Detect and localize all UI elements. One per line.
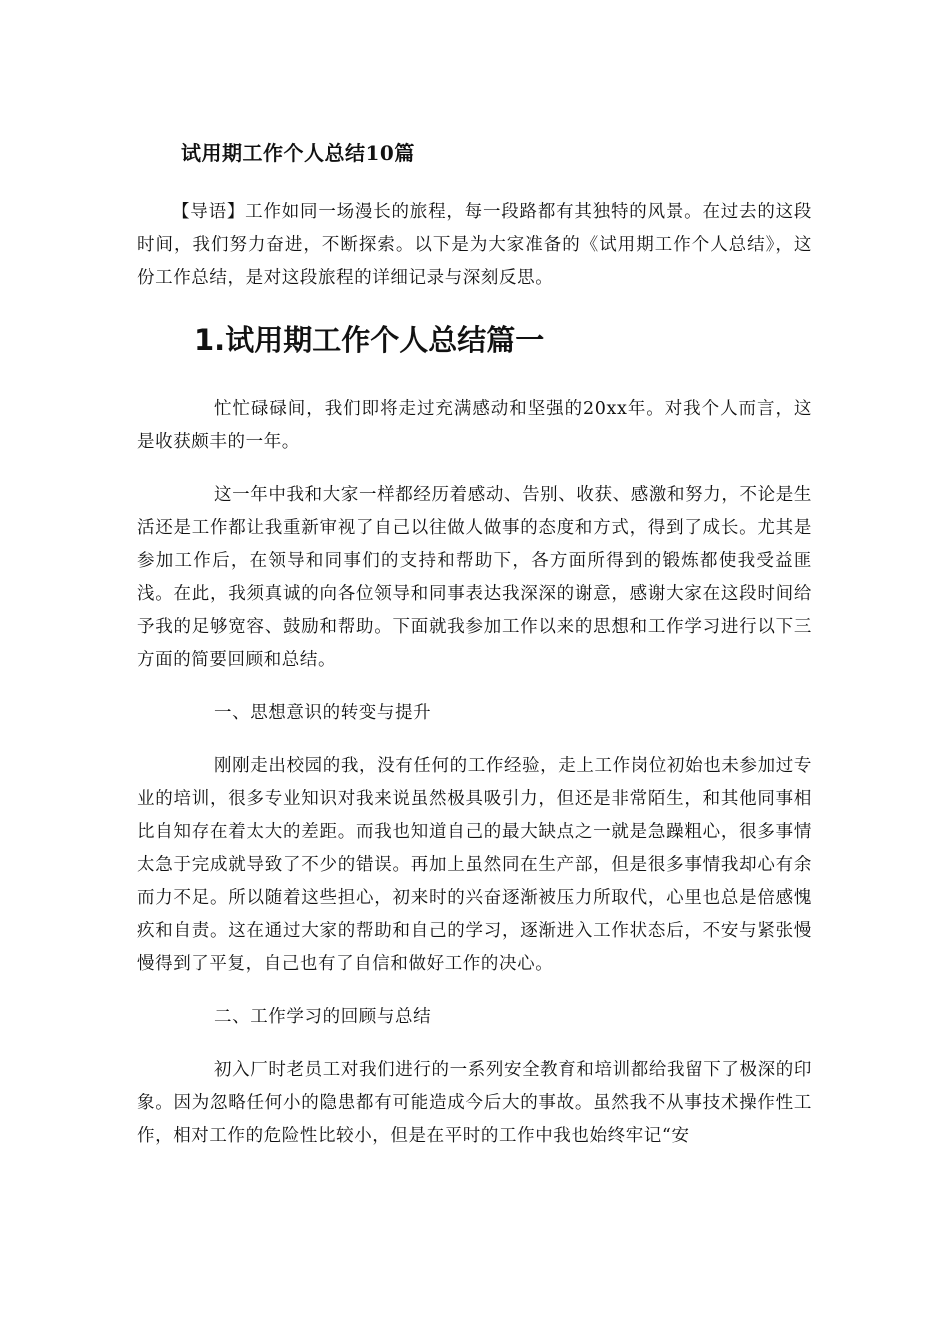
subheading: 一、思想意识的转变与提升 xyxy=(214,703,432,723)
subheading: 二、工作学习的回顾与总结 xyxy=(214,1007,432,1027)
paragraph: 刚刚走出校园的我，没有任何的工作经验，走上工作岗位初始也未参加过专业的培训，很多专业知识对我来说虽然极具吸引力，但还是非常陌生，和其他同事相比自知存在着太大的差距。而我也知道自己的最大缺点之一就是急躁粗心，很多事情太急于完成就导致了不少的错误。再加上虽然同在生产部，但是很多事情我却心有余而力不足。所以随着这些担心，初来时的兴奋逐渐被压力所取代，心里也总是倍感愧疚和自责。这在通过大家的帮助和自己的学习，逐渐进入工作状态后，不安与紧张慢慢得到了平复，自己也有了自信和做好工作的决心。 xyxy=(137,756,812,974)
section-heading: 1.试用期工作个人总结篇一 xyxy=(194,323,545,357)
document-title: 试用期工作个人总结10篇 xyxy=(181,141,415,165)
paragraph: 忙忙碌碌间，我们即将走过充满感动和坚强的20xx年。对我个人而言，这是收获颇丰的一年。 xyxy=(137,399,812,452)
intro-paragraph: 【导语】工作如同一场漫长的旅程，每一段路都有其独特的风景。在过去的这段时间，我们努力奋进，不断探索。以下是为大家准备的《试用期工作个人总结》，这份工作总结，是对这段旅程的详细记录与深刻反思。 xyxy=(137,202,812,288)
body-text xyxy=(137,393,812,1173)
paragraph: 这一年中我和大家一样都经历着感动、告别、收获、感激和努力，不论是生活还是工作都让我重新审视了自己以往做人做事的态度和方式，得到了成长。尤其是参加工作后，在领导和同事们的支持和帮助下，各方面所得到的锻炼都使我受益匪浅。在此，我须真诚的向各位领导和同事表达我深深的谢意，感谢大家在这段时间给予我的足够宽容、鼓励和帮助。下面就我参加工作以来的思想和工作学习进行以下三方面的简要回顾和总结。 xyxy=(137,485,812,670)
paragraph: 初入厂时老员工对我们进行的一系列安全教育和培训都给我留下了极深的印象。因为忽略任何小的隐患都有可能造成今后大的事故。虽然我不从事技术操作性工作，相对工作的危险性比较小，但是在平时的工作中我也始终牢记“安 xyxy=(137,1060,812,1146)
